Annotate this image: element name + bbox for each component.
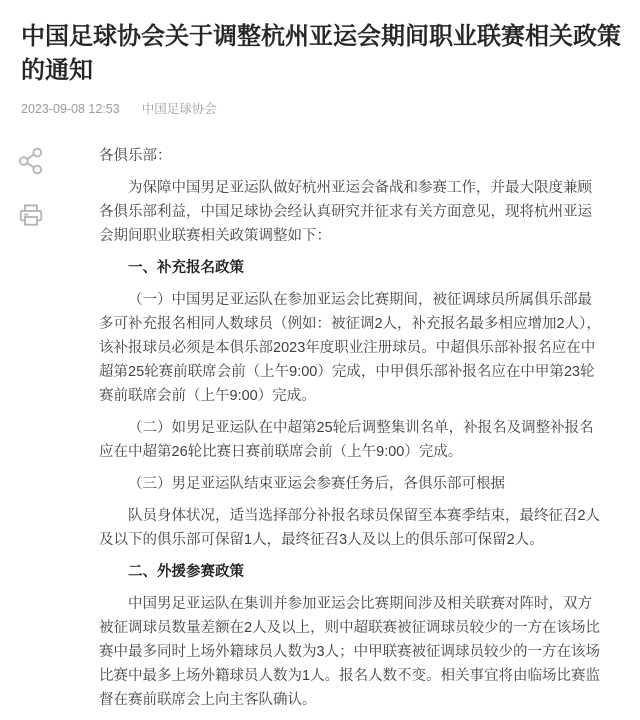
share-button[interactable] xyxy=(16,146,46,176)
source-link[interactable]: 中国足球协会 xyxy=(141,102,217,116)
article-header xyxy=(0,0,640,117)
section-heading: 二、外援参赛政策 xyxy=(128,564,244,580)
article-paragraph: 为保障中国男足亚运队做好杭州亚运会备战和参赛工作，并最大限度兼顾各俱乐部利益，中国足球协会经认真研究并征求有关方面意见，现将杭州亚运会期间职业联赛相关政策调整如下： xyxy=(99,180,592,244)
article-body xyxy=(99,144,605,720)
article-paragraph: 中国男足亚运队在集训并参加亚运会比赛期间涉及相关联赛对阵时，双方被征调球员数量差额在2人及以上，则中超联赛被征调球员较少的一方在该场比赛中最多同时上场外籍球员人数为3人；中甲联赛被征调球员较少的一方在该场比赛中最多上场外籍球员人数为1人。报名人数不变。相关事宜将由临场比赛监督在赛前联席会上向主客队确认。 xyxy=(99,596,601,708)
article-paragraph: （二）如男足亚运队在中超第25轮后调整集训名单，补报名及调整补报名应在中超第26轮比赛日赛前联席会前（上午9:00）完成。 xyxy=(99,420,594,460)
article-content xyxy=(0,144,640,720)
action-rail xyxy=(0,144,99,720)
article-paragraph: 队员身体状况，适当选择部分补报名球员保留至本赛季结束，最终征召2人及以下的俱乐部可保留1人，最终征召3人及以上的俱乐部可保留2人。 xyxy=(99,508,601,548)
article-paragraph: 各俱乐部： xyxy=(99,148,172,164)
print-icon xyxy=(16,200,46,230)
share-icon xyxy=(16,146,46,176)
print-button[interactable] xyxy=(16,200,46,230)
section-heading: 一、补充报名政策 xyxy=(128,260,244,276)
article-paragraph: （一）中国男足亚运队在参加亚运会比赛期间，被征调球员所属俱乐部最多可补充报名相同人数球员（例如：被征调2人，补充报名最多相应增加2人），该补报球员必须是本俱乐部2023年度职业注册球员。中超俱乐部补报名应在中超第25轮赛前联席会前（上午9:00）完成，中甲俱乐部补报名应在中甲第23轮赛前联席会前（上午9:00）完成。 xyxy=(99,292,601,404)
publish-date: 2023-09-08 12:53 xyxy=(21,102,120,116)
article-title: 中国足球协会关于调整杭州亚运会期间职业联赛相关政策的通知 xyxy=(21,23,621,84)
article-meta xyxy=(21,99,626,117)
article-paragraph: （三）男足亚运队结束亚运会参赛任务后，各俱乐部可根据 xyxy=(128,476,505,492)
